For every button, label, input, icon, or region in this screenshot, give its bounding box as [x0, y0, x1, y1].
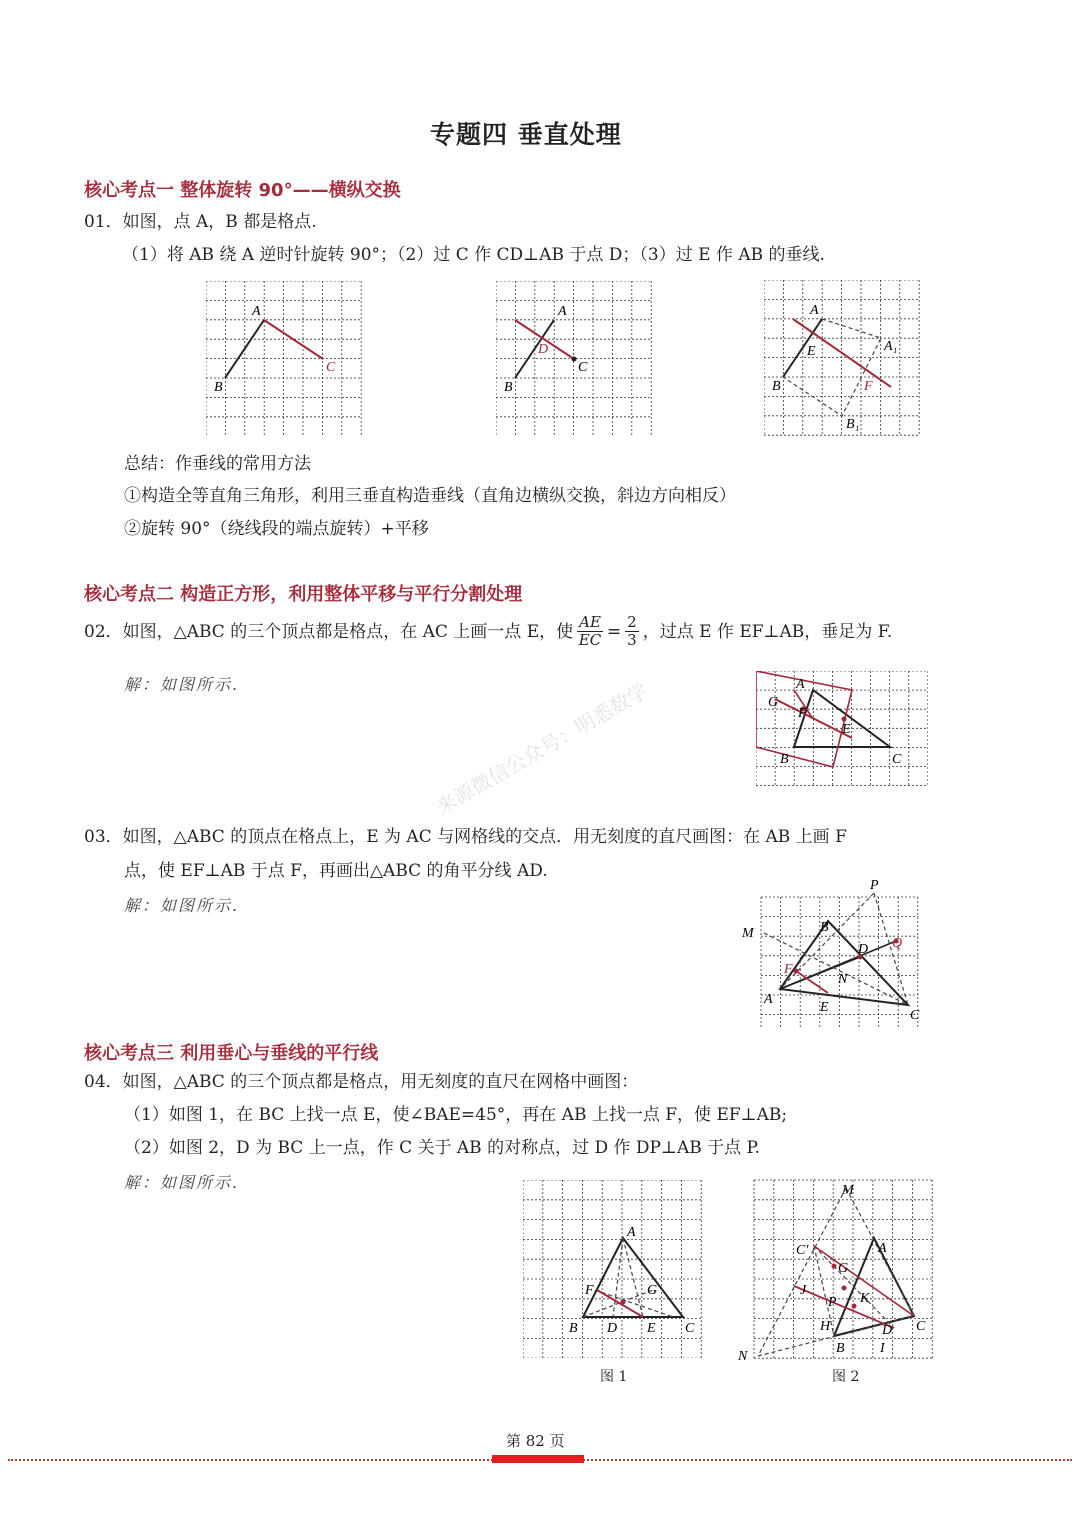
label-B: B: [214, 380, 223, 395]
page-title: 专题四 垂直处理: [430, 120, 622, 149]
label-P: P: [828, 1295, 837, 1310]
q4-figure-1: [523, 1180, 703, 1358]
question-02-stem: [84, 614, 892, 649]
label-H: H: [820, 1319, 831, 1334]
q4-figure-2: [736, 1178, 936, 1360]
page-number: 第 82 页: [506, 1432, 565, 1450]
label-D: D: [538, 342, 549, 357]
label-Q: Q: [892, 936, 903, 951]
label-F: F: [864, 379, 873, 394]
q2-stem-pre: 02．如图，△ABC 的三个顶点都是格点，在 AC 上画一点 E，使: [84, 621, 574, 642]
question-04-part-1: （1）如图 1，在 BC 上找一点 E，使∠BAE=45°，再在 AB 上找一点 F，使 EF⊥AB;: [124, 1105, 788, 1125]
q3-figure: [740, 875, 930, 1027]
label-C: C: [578, 360, 588, 375]
q4-figure-2-caption: 图 2: [832, 1369, 860, 1385]
label-M: M: [742, 926, 754, 941]
label-B: B: [504, 380, 513, 395]
label-G: G: [647, 1283, 658, 1298]
label-G: G: [838, 1261, 849, 1276]
question-01-stem: 01．如图，点 A，B 都是格点.: [84, 212, 317, 232]
label-A: A: [558, 304, 567, 319]
question-04-part-2: （2）如图 2，D 为 BC 上一点，作 C 关于 AB 的对称点，过 D 作 DP⊥AB 于点 P.: [124, 1138, 760, 1158]
label-J: J: [800, 1283, 807, 1298]
section-heading-3: 核心考点三 利用垂心与垂线的平行线: [84, 1043, 379, 1064]
question-04-stem: 04．如图，△ABC 的三个顶点都是格点，用无刻度的直尺在网格中画图：: [84, 1072, 639, 1092]
watermark: 来源微信公众号：明悉数学: [432, 678, 652, 820]
q1-figure-1: [206, 281, 362, 435]
label-D: D: [607, 1321, 618, 1336]
summary-line-1: ①构造全等直角三角形，利用三垂直构造垂线（直角边横纵交换，斜边方向相反）: [124, 486, 736, 506]
label-A: A: [252, 304, 261, 319]
q2-stem-post: ，过点 E 作 EF⊥AB，垂足为 F.: [642, 621, 893, 642]
label-B: B: [836, 1341, 845, 1356]
label-A1: A₁: [884, 339, 898, 354]
q3-answer: 解：如图所示.: [124, 896, 240, 915]
question-01-tasks: （1）将 AB 绕 A 逆时针旋转 90°；（2）过 C 作 CD⊥AB 于点 D；（3）过 E 作 AB 的垂线.: [122, 245, 825, 265]
label-E: E: [807, 344, 816, 359]
q2-figure: [756, 671, 928, 789]
q1-figure-3: [764, 280, 920, 436]
label-N: N: [738, 1349, 748, 1360]
label-F: F: [585, 1283, 594, 1298]
summary-title: 总结：作垂线的常用方法: [124, 454, 311, 474]
label-C-prime: C': [796, 1243, 809, 1258]
section-heading-2: 核心考点二 构造正方形，利用整体平移与平行分割处理: [84, 584, 523, 605]
label-C: C: [685, 1321, 695, 1336]
label-B: B: [780, 752, 789, 767]
q2-fraction-value: $\frac{2}{3}$: [627, 613, 637, 649]
label-B: B: [569, 1321, 578, 1336]
q2-answer: 解：如图所示.: [124, 675, 240, 694]
summary-line-2: ②旋转 90°（绕线段的端点旋转）+平移: [124, 519, 429, 539]
label-E: E: [820, 1000, 829, 1015]
label-F: F: [784, 962, 793, 977]
label-A: A: [878, 1241, 887, 1256]
q4-answer: 解：如图所示.: [124, 1173, 240, 1192]
label-C: C: [910, 1008, 920, 1023]
label-A: A: [764, 992, 773, 1007]
section-heading-1: 核心考点一 整体旋转 90°——横纵交换: [84, 180, 401, 201]
label-E: E: [647, 1321, 656, 1336]
label-A: A: [810, 303, 819, 318]
label-K: K: [860, 1291, 870, 1306]
label-I: I: [880, 1341, 885, 1356]
q4-figure-1-caption: 图 1: [600, 1369, 628, 1385]
question-03-stem-2: 点，使 EF⊥AB 于点 F，再画出△ABC 的角平分线 AD.: [124, 861, 548, 881]
label-F: F: [798, 706, 807, 721]
label-E: E: [842, 722, 851, 737]
label-D: D: [858, 942, 869, 957]
label-P: P: [870, 878, 879, 893]
label-C: C: [326, 360, 336, 375]
label-D: D: [882, 1323, 893, 1338]
label-B1: B₁: [846, 417, 860, 432]
label-C: C: [916, 1319, 926, 1334]
label-B: B: [772, 379, 781, 394]
q1-figure-2: [496, 281, 652, 435]
label-B: B: [820, 920, 829, 935]
question-03-stem-1: 03．如图，△ABC 的顶点在格点上，E 为 AC 与网格线的交点．用无刻度的直尺画图：在 AB 上画 F: [84, 827, 847, 847]
label-C: C: [892, 752, 902, 767]
label-G: G: [768, 695, 779, 710]
label-A: A: [796, 677, 805, 692]
label-A: A: [627, 1225, 636, 1240]
footer-accent-bar: [492, 1455, 584, 1463]
label-M: M: [842, 1183, 854, 1198]
label-N: N: [838, 972, 848, 987]
q2-fraction-ratio: $\frac{AE}{EC}$: [578, 613, 602, 649]
q2-equals: =: [606, 621, 622, 642]
